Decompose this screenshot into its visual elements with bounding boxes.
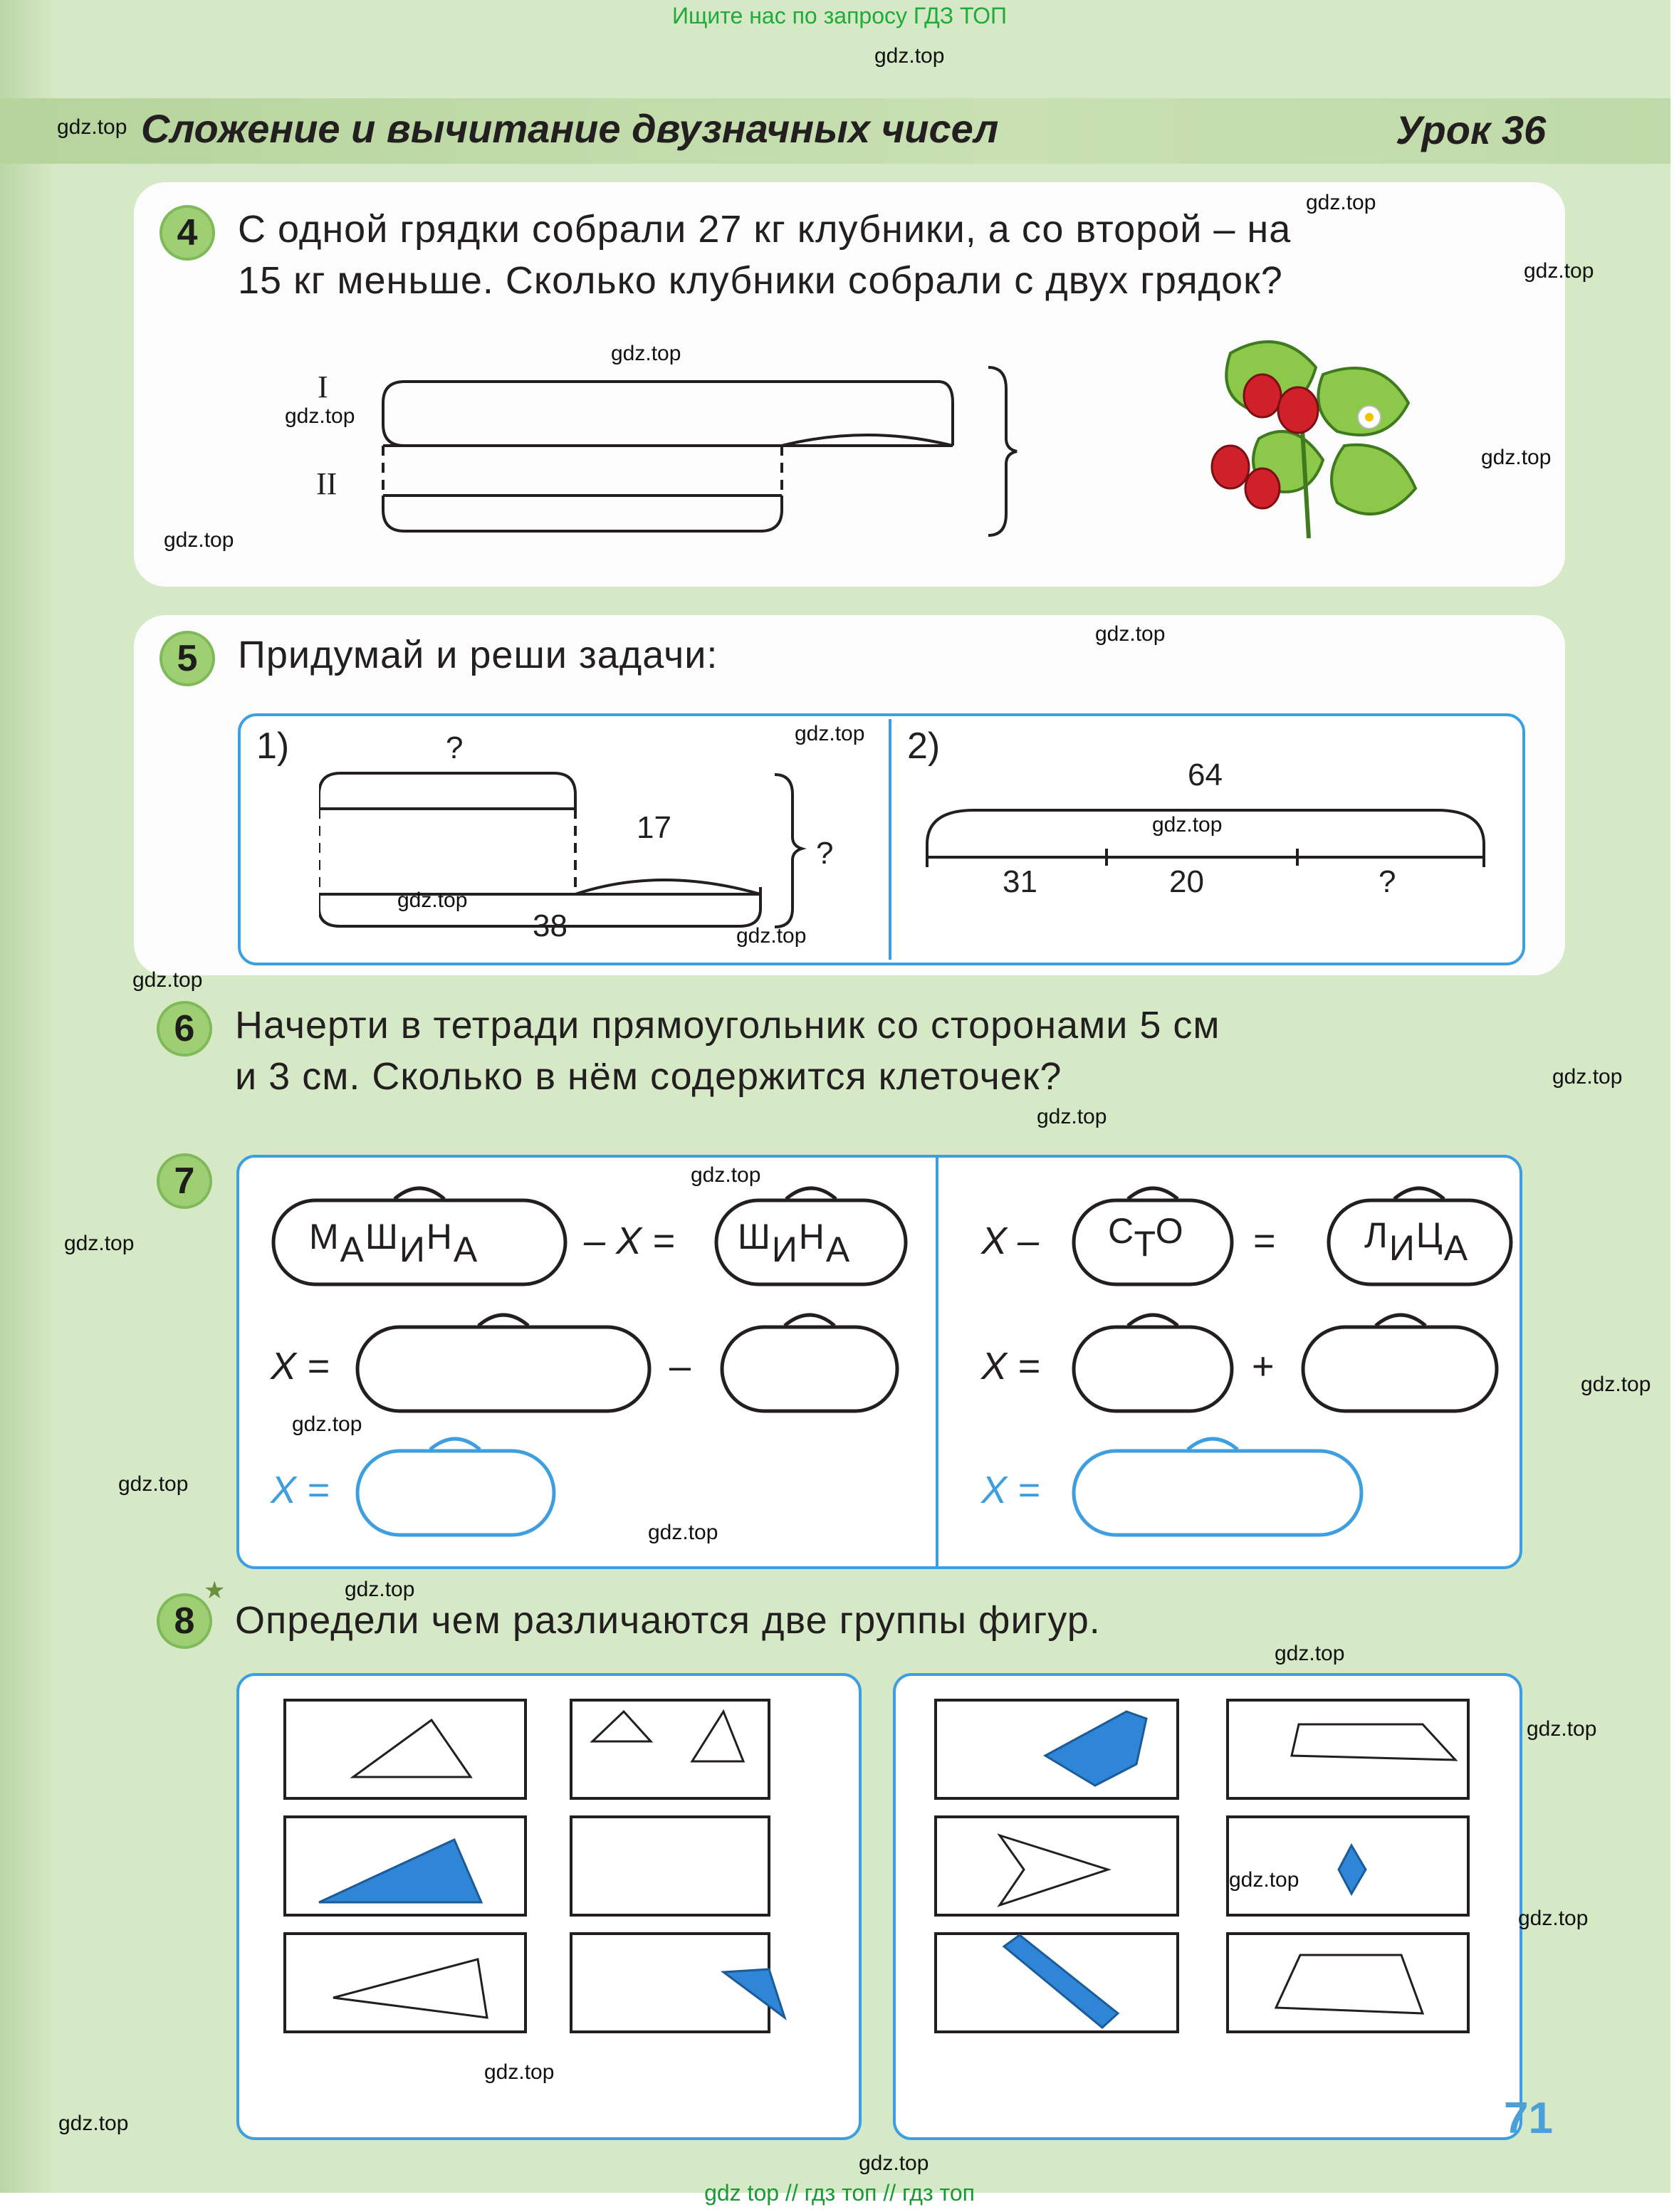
task5-d2-label: 2) bbox=[907, 725, 941, 767]
watermark: gdz.top bbox=[611, 342, 681, 365]
task7-right-x-eq-answer: X = bbox=[981, 1469, 1040, 1511]
task8-right-shapes bbox=[896, 1676, 1520, 2137]
letter: А bbox=[1443, 1228, 1470, 1268]
letter: Т bbox=[1134, 1224, 1156, 1264]
task6-line2: и 3 см. Сколько в нём содержится клеточек? bbox=[235, 1055, 1062, 1098]
task5-d2-seg2: 20 bbox=[1169, 864, 1204, 899]
watermark: gdz.top bbox=[1552, 1065, 1623, 1089]
watermark: gdz.top bbox=[1229, 1868, 1299, 1892]
task5-d2-total: 64 bbox=[1188, 758, 1223, 792]
task5-d2-seg3: ? bbox=[1379, 864, 1396, 899]
watermark: gdz.top bbox=[57, 115, 127, 139]
watermark: gdz.top bbox=[1481, 446, 1552, 469]
letter: С bbox=[1108, 1211, 1134, 1251]
watermark: gdz.top bbox=[859, 2151, 929, 2175]
task8-group-right bbox=[893, 1673, 1522, 2140]
task7-word-litsa bbox=[1364, 1215, 1470, 1268]
task5-d1-label: 1) bbox=[256, 725, 290, 767]
letter: И bbox=[399, 1230, 427, 1269]
task7-number: 7 bbox=[157, 1153, 212, 1209]
watermark: gdz.top bbox=[1518, 1907, 1589, 1930]
watermark: gdz.top bbox=[1152, 813, 1223, 837]
task7-left-x-eq-answer: X = bbox=[271, 1469, 330, 1511]
task4-label-1: I bbox=[318, 369, 328, 404]
task4-diagram bbox=[376, 360, 1088, 545]
watermark: gdz.top bbox=[736, 924, 807, 948]
letter: А bbox=[825, 1230, 852, 1269]
task7-left-x-eq: X = bbox=[271, 1345, 330, 1388]
task5-d1-extra: 17 bbox=[637, 810, 671, 845]
watermark: gdz.top bbox=[345, 1578, 415, 1601]
task4-number: 4 bbox=[159, 205, 215, 261]
task7-word-sto bbox=[1108, 1210, 1185, 1264]
task4-line1: С одной грядки собрали 27 кг клубники, а со второй – на bbox=[238, 208, 1292, 251]
letter: Ш bbox=[738, 1217, 772, 1257]
watermark: gdz.top bbox=[874, 44, 945, 68]
watermark: gdz.top bbox=[484, 2060, 555, 2084]
task4-label-2: II bbox=[316, 466, 338, 501]
task7-right-eq: = bbox=[1253, 1220, 1276, 1262]
task7-left-minus-x: – X = bbox=[584, 1220, 675, 1262]
letter: О bbox=[1155, 1211, 1185, 1251]
task6-number: 6 bbox=[157, 1001, 212, 1057]
task5-d2-seg1: 31 bbox=[1003, 864, 1037, 899]
watermark: gdz.top bbox=[1095, 622, 1166, 646]
watermark: gdz.top bbox=[58, 2112, 129, 2135]
task5-d1-bottom: 38 bbox=[533, 908, 567, 943]
task4-card bbox=[134, 182, 1565, 587]
letter: И bbox=[771, 1230, 799, 1269]
page-spine bbox=[0, 0, 57, 2193]
letter: И bbox=[1388, 1228, 1416, 1268]
task5-text: Придумай и реши задачи: bbox=[238, 634, 718, 676]
watermark: gdz.top bbox=[292, 1412, 362, 1436]
task8-star-icon: ★ bbox=[204, 1577, 226, 1604]
watermark: gdz.top bbox=[691, 1163, 761, 1187]
task5-diagram-box bbox=[238, 713, 1525, 965]
watermark: gdz.top bbox=[164, 528, 234, 552]
bottom-links[interactable]: gdz top // гдз топ // гдз топ bbox=[704, 2180, 975, 2206]
watermark: gdz.top bbox=[118, 1472, 189, 1496]
letter: Н bbox=[798, 1217, 826, 1257]
task7-word-mashina bbox=[309, 1216, 530, 1270]
watermark: gdz.top bbox=[1037, 1105, 1107, 1128]
task7-right-plus: + bbox=[1252, 1345, 1275, 1388]
watermark: gdz.top bbox=[132, 968, 203, 992]
letter: М bbox=[309, 1217, 340, 1257]
watermark: gdz.top bbox=[285, 404, 355, 428]
watermark: gdz.top bbox=[795, 722, 865, 745]
task8-number: 8 bbox=[157, 1593, 212, 1649]
page-number: 71 bbox=[1504, 2094, 1553, 2143]
task5-d1-total-question: ? bbox=[816, 836, 834, 871]
top-banner[interactable]: Ищите нас по запросу ГДЗ ТОП bbox=[672, 3, 1007, 28]
header-lesson: Урок 36 bbox=[1396, 108, 1547, 152]
watermark: gdz.top bbox=[64, 1232, 135, 1255]
letter: Ц bbox=[1416, 1215, 1444, 1255]
watermark: gdz.top bbox=[1581, 1373, 1651, 1396]
task7-right-x-eq: X = bbox=[981, 1345, 1040, 1388]
watermark: gdz.top bbox=[648, 1521, 718, 1544]
watermark: gdz.top bbox=[1275, 1642, 1345, 1665]
watermark: gdz.top bbox=[1306, 191, 1376, 214]
task7-box bbox=[236, 1155, 1522, 1569]
watermark: gdz.top bbox=[1527, 1717, 1597, 1741]
letter: Ш bbox=[365, 1217, 399, 1257]
task5-d1-top-question: ? bbox=[446, 730, 464, 765]
strawberry-illustration bbox=[1181, 325, 1437, 560]
task4-line2: 15 кг меньше. Сколько клубники собрали с двух грядок? bbox=[238, 259, 1283, 302]
task6-line1: Начерти в тетради прямоугольник со сторонами 5 см bbox=[235, 1004, 1220, 1047]
task7-left-minus: – bbox=[669, 1345, 691, 1388]
letter: А bbox=[340, 1230, 366, 1269]
watermark: gdz.top bbox=[1524, 259, 1594, 283]
task5-divider bbox=[889, 719, 891, 960]
watermark: gdz.top bbox=[397, 889, 468, 912]
task5-number: 5 bbox=[159, 631, 215, 686]
letter: Н bbox=[426, 1217, 454, 1257]
header-title: Сложение и вычитание двузначных чисел bbox=[141, 106, 999, 151]
task5-d1-diagram bbox=[319, 766, 817, 944]
task7-right-x-minus: X – bbox=[981, 1220, 1040, 1262]
task7-word-shina bbox=[738, 1216, 852, 1269]
task5-card bbox=[134, 615, 1565, 975]
letter: Л bbox=[1364, 1215, 1389, 1255]
letter: А bbox=[453, 1230, 479, 1269]
task8-text: Определи чем различаются две группы фигур. bbox=[235, 1599, 1101, 1642]
header-band bbox=[0, 98, 1670, 164]
